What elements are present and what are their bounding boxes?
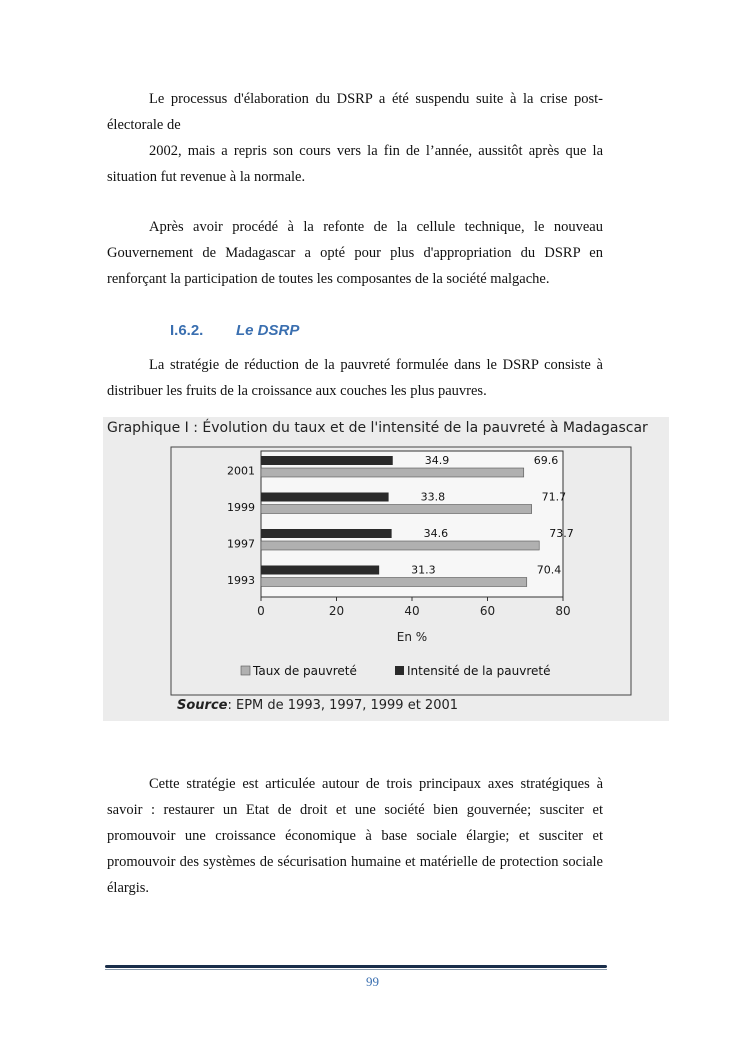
data-label-intensite: 34.6 — [423, 527, 449, 540]
figure-source — [177, 698, 458, 713]
x-tick-label: 60 — [479, 604, 496, 618]
chart — [103, 417, 669, 697]
page-number: 99 — [366, 974, 379, 989]
section-title: Le DSRP — [236, 322, 300, 339]
x-tick-label: 20 — [328, 604, 345, 618]
section-heading — [170, 322, 299, 339]
x-tick-label: 0 — [257, 604, 265, 618]
category-label: 1993 — [227, 573, 255, 587]
data-label-taux: 69.6 — [533, 454, 559, 467]
legend-label-taux: Taux de pauvreté — [253, 664, 357, 678]
bar-intensite — [261, 529, 392, 538]
x-axis-label: En % — [396, 630, 428, 644]
bar-taux — [261, 468, 524, 477]
data-label-intensite: 31.3 — [411, 563, 436, 577]
bar-intensite — [261, 493, 389, 502]
data-label-taux: 73.7 — [549, 527, 574, 540]
paragraph-1b: 2002, mais a repris son cours vers la fin de l’année, aussitôt après que la situation fut revenue à la normale. — [107, 143, 603, 185]
bar-taux — [261, 541, 539, 550]
category-label: 2001 — [227, 464, 255, 478]
paragraph-2: Après avoir procédé à la refonte de la cellule technique, le nouveau Gouvernement de Madagascar a opté pour plus d'appropriation du DSRP en renforçant la participation de toutes les composantes de la société malgache. — [107, 219, 603, 287]
source-text: : EPM de 1993, 1997, 1999 et 2001 — [227, 698, 459, 713]
category-label: 1997 — [227, 537, 255, 551]
bar-taux — [261, 505, 532, 514]
data-label-taux: 71.7 — [541, 490, 567, 504]
x-tick-label: 40 — [404, 604, 420, 618]
data-label-intensite: 33.8 — [420, 490, 446, 504]
paragraph-1a: Le processus d'élaboration du DSRP a été suspendu suite à la crise post-électorale de — [107, 91, 603, 133]
source-label: Source — [177, 698, 228, 713]
footer-rule — [105, 965, 607, 968]
data-label-taux: 70.4 — [536, 563, 562, 577]
bar-taux — [261, 578, 527, 587]
footer-rule-thin — [105, 969, 607, 970]
bar-intensite — [261, 456, 393, 465]
section-number: I.6.2. — [170, 322, 204, 339]
category-label: 1999 — [227, 500, 255, 514]
legend-swatch-intensite — [395, 666, 404, 675]
paragraph-4: Cette stratégie est articulée autour de trois principaux axes stratégiques à savoir : restaurer un Etat de droit et une société bien gouvernée; susciter et promouvoir une croissance économique à base sociale élargie; et susciter et promouvoir des systèmes de sécurisation humaine et matérielle de protection sociale élargis. — [107, 776, 603, 896]
paragraph-3: La stratégie de réduction de la pauvreté formulée dans le DSRP consiste à distribuer les fruits de la croissance aux couches les plus pauvres. — [107, 357, 603, 399]
legend-label-intensite: Intensité de la pauvreté — [407, 664, 551, 678]
data-label-intensite: 34.9 — [424, 454, 450, 467]
legend-swatch-taux — [241, 666, 250, 675]
figure-poverty-chart — [103, 417, 669, 721]
x-tick-label: 80 — [555, 604, 571, 618]
bar-intensite — [261, 566, 379, 575]
figure-title: Graphique I : Évolution du taux et de l'intensité de la pauvreté à Madagascar — [107, 420, 648, 436]
